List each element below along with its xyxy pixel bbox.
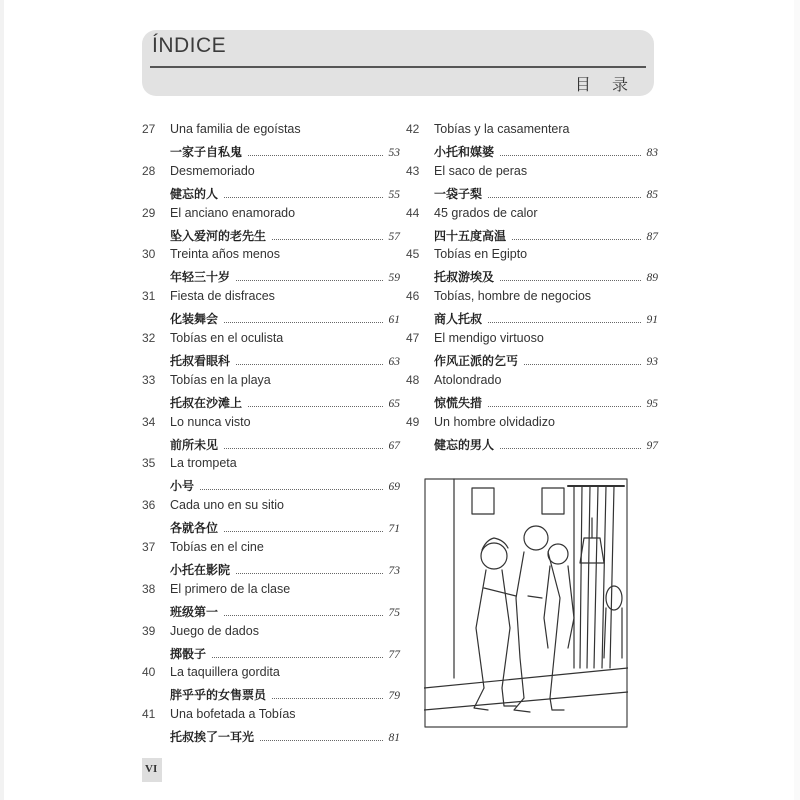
chapter-cn-row <box>434 227 658 243</box>
chapter-number: 36 <box>142 498 156 513</box>
page-ref: 81 <box>388 732 400 745</box>
page-ref: 75 <box>388 606 400 619</box>
dot-leader <box>500 145 640 156</box>
page-ref: 53 <box>388 147 400 159</box>
page-ref: 95 <box>646 397 658 410</box>
toc-entry <box>142 206 400 248</box>
window-right <box>542 488 564 514</box>
chapter-number: 35 <box>142 456 156 471</box>
toc-entry <box>406 289 658 331</box>
toc-entry <box>142 665 400 707</box>
page-ref: 93 <box>646 355 658 368</box>
chapter-number: 30 <box>142 247 156 262</box>
page-number-tab <box>142 758 162 782</box>
chapter-cn-row <box>170 185 400 201</box>
dot-leader <box>488 187 640 198</box>
chapter-cn-row <box>170 394 400 410</box>
chapter-title-es: El saco de peras <box>434 163 528 178</box>
page-ref: 59 <box>388 272 400 285</box>
page-left-edge <box>0 0 4 800</box>
chapter-cn-row <box>434 185 658 201</box>
page-ref: 67 <box>388 439 400 452</box>
index-header <box>142 30 654 96</box>
chapter-title-cn: 健忘的男人 <box>434 437 495 452</box>
chapter-title-es: Juego de dados <box>170 623 259 638</box>
chapter-title-cn: 四十五度高温 <box>434 228 507 243</box>
toc-entry <box>406 206 658 248</box>
chapter-title-cn: 托叔在沙滩上 <box>170 395 243 410</box>
chapter-title-es: Tobías y la casamentera <box>434 122 570 136</box>
chapter-title-cn: 惊慌失措 <box>434 395 483 410</box>
chapter-title-es: Desmemoriado <box>170 163 255 178</box>
chapter-title-cn: 托叔游埃及 <box>434 270 495 285</box>
page-ref: 69 <box>388 481 400 494</box>
page-ref: 73 <box>388 564 400 577</box>
chapter-number: 45 <box>406 247 420 262</box>
dot-leader <box>236 354 382 365</box>
toc-entry <box>142 122 400 164</box>
chapter-cn-row <box>170 436 400 452</box>
chapter-cn-row <box>170 686 400 702</box>
chapter-title-es: Lo nunca visto <box>170 414 251 429</box>
toc-entry <box>142 707 400 749</box>
dot-leader <box>500 270 640 281</box>
dot-leader <box>260 730 382 741</box>
toc-entry <box>142 164 400 206</box>
chapter-number: 29 <box>142 205 156 220</box>
dot-leader <box>200 479 382 490</box>
sidewalk-line <box>424 668 628 688</box>
toc-entry <box>142 498 400 540</box>
dot-leader <box>236 563 382 574</box>
chapter-title-cn: 各就各位 <box>170 521 219 536</box>
toc-entry <box>142 289 400 331</box>
toc-entry <box>142 540 400 582</box>
man-right-head <box>548 544 568 564</box>
chapter-cn-row <box>434 268 658 284</box>
chapter-cn-row <box>434 394 658 410</box>
chapter-cn-row <box>434 352 658 368</box>
chapter-title-cn: 商人托叔 <box>434 312 483 327</box>
chapter-cn-row <box>434 310 658 326</box>
chapter-cn-row <box>170 143 400 159</box>
toc-entry <box>406 164 658 206</box>
page-ref: 79 <box>388 690 400 703</box>
chapter-cn-row <box>434 143 658 159</box>
page-ref: 87 <box>646 230 658 243</box>
chapter-title-cn: 小号 <box>170 479 195 494</box>
chapter-number: 39 <box>142 623 156 638</box>
chapter-title-es: Cada uno en su sitio <box>170 498 284 513</box>
toc-entry <box>406 331 658 373</box>
chapter-cn-row <box>170 268 400 284</box>
chapter-number: 47 <box>406 330 420 345</box>
chapter-title-cn: 化装舞会 <box>170 312 219 327</box>
chapter-number: 42 <box>406 122 420 136</box>
chapter-number: 46 <box>406 289 420 304</box>
chapter-title-es: Treinta años menos <box>170 247 281 262</box>
man-left-head <box>481 543 507 569</box>
dot-leader <box>248 145 382 156</box>
page-title: ÍNDICE <box>152 34 227 57</box>
chapter-title-cn: 小托在影院 <box>170 562 231 577</box>
toc-entry <box>142 331 400 373</box>
curtain <box>574 486 614 668</box>
page-ref: 83 <box>646 147 658 159</box>
cartoon-illustration <box>424 478 628 728</box>
chapter-title-cn: 一袋子梨 <box>434 186 483 201</box>
chapter-number: 37 <box>142 539 156 554</box>
chapter-number: 44 <box>406 205 420 220</box>
page-ref: 65 <box>388 397 400 410</box>
chapter-cn-row <box>170 352 400 368</box>
chapter-title-es: La trompeta <box>170 456 237 471</box>
chapter-title-cn: 胖乎乎的女售票员 <box>170 688 267 703</box>
chapter-title-cn: 一家子自私鬼 <box>170 145 243 159</box>
toc-entry <box>406 122 658 164</box>
chapter-title-cn: 托叔看眼科 <box>170 353 231 368</box>
chapter-cn-row <box>170 645 400 661</box>
chapter-number: 49 <box>406 414 420 429</box>
chapter-title-cn: 坠入爱河的老先生 <box>170 228 267 243</box>
chapter-title-es: Atolondrado <box>434 372 502 387</box>
chapter-title-es: Una bofetada a Tobías <box>170 707 296 722</box>
chapter-title-es: Tobías en la playa <box>170 372 271 387</box>
dot-leader <box>224 521 382 532</box>
toc-entry <box>142 415 400 457</box>
lamp-shade <box>580 538 604 563</box>
dot-leader <box>272 688 382 699</box>
page-ref: 63 <box>388 355 400 368</box>
chapter-title-es: El primero de la clase <box>170 581 291 596</box>
chapter-number: 32 <box>142 330 156 345</box>
header-rule <box>150 66 646 68</box>
page-ref: 55 <box>388 188 400 201</box>
chapter-title-es: La taquillera gordita <box>170 665 280 680</box>
chapter-title-es: El mendigo virtuoso <box>434 330 544 345</box>
chapter-cn-row <box>170 310 400 326</box>
dot-leader <box>224 438 382 449</box>
page-right-edge <box>794 0 800 800</box>
man-center-body <box>516 552 560 698</box>
curb-line <box>424 692 628 710</box>
chapter-title-es: El anciano enamorado <box>170 205 296 220</box>
dot-leader <box>224 605 382 616</box>
chapter-title-es: Una familia de egoístas <box>170 122 301 136</box>
page-ref: 57 <box>388 230 400 243</box>
page-ref: 61 <box>388 314 400 327</box>
dot-leader <box>224 312 382 323</box>
toc-entry <box>142 624 400 666</box>
dot-leader <box>488 312 640 323</box>
chapter-cn-row <box>170 561 400 577</box>
chapter-number: 28 <box>142 163 156 178</box>
toc-entry <box>142 582 400 624</box>
mannequin <box>606 586 622 610</box>
toc-entry <box>142 373 400 415</box>
page-ref: 77 <box>388 648 400 661</box>
toc-entry <box>406 247 658 289</box>
chapter-cn-row <box>434 436 658 452</box>
dot-leader <box>272 229 382 240</box>
chapter-number: 43 <box>406 163 420 178</box>
chapter-number: 41 <box>142 707 156 722</box>
chapter-title-es: Un hombre olvidadizo <box>434 414 555 429</box>
chapter-title-cn: 年轻三十岁 <box>170 270 231 285</box>
toc-entry <box>142 456 400 498</box>
toc-column-left <box>142 122 400 749</box>
man-center-head <box>524 526 548 550</box>
chapter-title-cn: 作风正派的乞丐 <box>434 353 519 368</box>
chapter-title-cn: 健忘的人 <box>170 186 219 201</box>
chapter-title-cn: 托叔挨了一耳光 <box>170 730 255 745</box>
page-number: VI <box>145 763 158 775</box>
chapter-cn-row <box>170 603 400 619</box>
chapter-number: 33 <box>142 372 156 387</box>
chapter-number: 40 <box>142 665 156 680</box>
page-title-cn: 目 录 <box>574 75 636 94</box>
chapter-title-es: 45 grados de calor <box>434 205 538 220</box>
man-left-body <box>476 570 510 688</box>
dot-leader <box>500 438 640 449</box>
chapter-number: 27 <box>142 122 156 136</box>
chapter-title-es: Fiesta de disfraces <box>170 289 275 304</box>
chapter-title-es: Tobías, hombre de negocios <box>434 289 592 304</box>
chapter-title-cn: 班级第一 <box>170 604 219 619</box>
chapter-number: 48 <box>406 372 420 387</box>
dot-leader <box>236 270 382 281</box>
chapter-title-cn: 掷骰子 <box>170 646 207 661</box>
dot-leader <box>212 647 382 658</box>
dot-leader <box>248 396 382 407</box>
page-ref: 91 <box>646 314 658 327</box>
chapter-title-cn: 小托和媒婆 <box>434 145 495 159</box>
chapter-number: 34 <box>142 414 156 429</box>
toc-entry <box>406 373 658 415</box>
dot-leader <box>224 187 382 198</box>
chapter-cn-row <box>170 519 400 535</box>
chapter-number: 38 <box>142 581 156 596</box>
dot-leader <box>488 396 640 407</box>
toc-entry <box>406 415 658 457</box>
page-ref: 89 <box>646 272 658 285</box>
toc-entry <box>142 247 400 289</box>
dot-leader <box>512 229 640 240</box>
window-left <box>472 488 494 514</box>
page-ref: 85 <box>646 188 658 201</box>
page-ref: 97 <box>646 439 658 452</box>
chapter-number: 31 <box>142 289 156 304</box>
chapter-cn-row <box>170 227 400 243</box>
dot-leader <box>524 354 640 365</box>
page-ref: 71 <box>388 523 400 536</box>
chapter-cn-row <box>170 477 400 493</box>
chapter-title-cn: 前所未见 <box>170 437 219 452</box>
toc-column-right <box>406 122 658 456</box>
chapter-title-es: Tobías en el cine <box>170 539 264 554</box>
chapter-cn-row <box>170 728 400 744</box>
chapter-title-es: Tobías en Egipto <box>434 247 528 262</box>
chapter-title-es: Tobías en el oculista <box>170 330 284 345</box>
